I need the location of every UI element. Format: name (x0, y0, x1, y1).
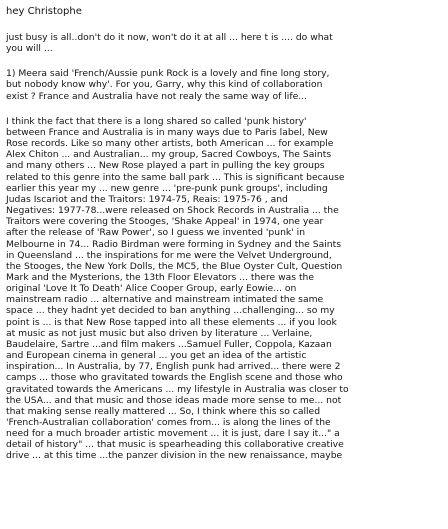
paragraph-intro: just busy is all..don't do it now, won't do it at all ... here t is .... do what you will ... (6, 32, 333, 55)
paragraph-answer: I think the fact that there is a long shared so called 'punk history' between France and Australia is in many ways due to Paris label, New Rose records. Like so many other artists, both American ... for example Alex Chiton ... and Australian... my group, Sacred Cowboys, The Saints and many others ... New Rose played a part in pulling the key groups related to this genre into the same ball park ... This is significant because earlier this year my ... new genre ... 'pre-punk punk groups', including Judas Iscariot and the Traitors: 1974-75, Reais: 1975-76 , and Negatives: 1977-78...were released on Shock Records in Australia ... the Traitors were covering the Stooges, 'Shake Appeal' in 1974, one year after the release of 'Raw Power', so I guess we invented 'punk' in Melbourne in 74... Radio Birdman were forming in Sydney and the Saints in Queensland ... the inspirations for me were the Velvet Underground, the Stooges, the New York Dolls, the MC5, the Blue Oyster Cult, Question Mark and the Mysterions, the 13th Floor Elevators ... there was the original 'Love It To Death' Alice Cooper Group, early Eowie... on mainstream radio ... alternative and mainstream intimated the same space ... they hadnt yet decided to ban anything ...challenging... so my point is ... is that New Rose tapped into all these elements ... if you look at music as not just music but also driven by literature ... Verlaine, Baudelaire, Sartre ...and film makers ...Samuel Fuller, Coppola, Kazaan and European cinema in general ... you get an idea of the artistic inspiration... In Australia, by 77, English punk had arrived... there were 2 camps ... those who gravitated towards the English scene and those who gravitated towards the Americans ... my lifestyle in Australia was closer to the USA... and that music and those ideas made more sense to me... not that making sense really mattered ... So, I think where this so called 'French-Australian collaboration' comes from... is along the lines of the need for a much broader artistic movement ... it is just, dare I say it..." a detail of history" ... that music is spearheading this collaborative creative drive ... at this time ...the panzer division in the new renaissance, maybe (6, 115, 349, 462)
greeting: hey Christophe (6, 6, 82, 17)
paragraph-question: 1) Meera said 'French/Aussie punk Rock is a lovely and fine long story, but nobody know why'. For you, Garry, why this kind of collaboration exist ? France and Australia have not realy the same way of life... (6, 68, 330, 102)
